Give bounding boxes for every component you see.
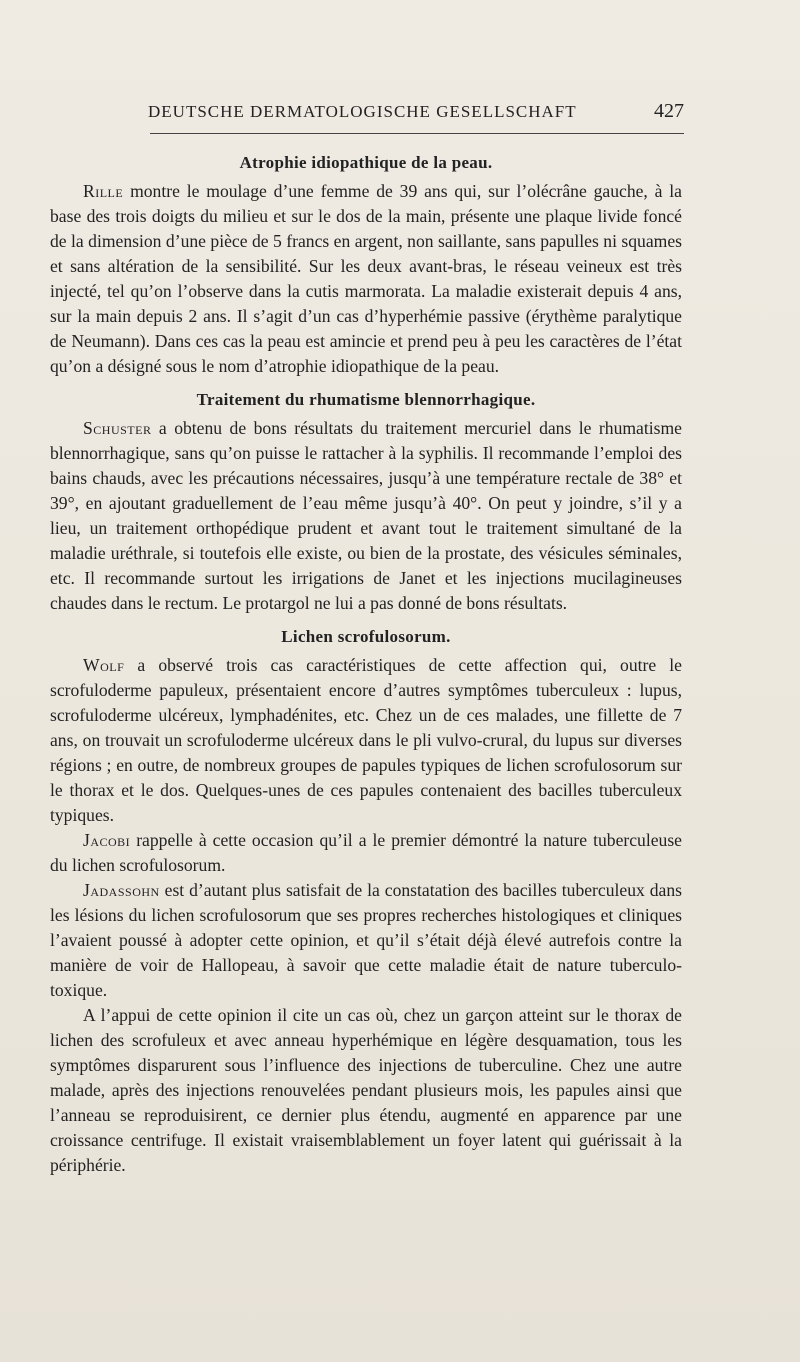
- paragraph-text: est d’autant plus satisfait de la constatation des bacilles tuberculeux dans les lésions du lichen scrofulosorum que ses propres recherches histologiques et cliniques l’avaient poussé à adopter cette opinion, et qu’il s’était déjà élevé autrefois contre la manière de voir de Hallopeau, à savoir que cette maladie était de nature tuberculo-toxique.: [50, 880, 682, 1000]
- paragraph-text: rappelle à cette occasion qu’il a le premier démontré la nature tuberculeuse du lichen scrofulosorum.: [50, 830, 682, 875]
- paragraph-wolf: [50, 653, 682, 828]
- page-number: 427: [654, 100, 684, 122]
- section-heading-lichen: Lichen scrofulosorum.: [281, 627, 451, 646]
- header-rule: [150, 133, 684, 134]
- paragraph-text: a observé trois cas caractéristiques de cette affection qui, outre le scrofuloderme papuleux, présentaient encore d’autres symptômes tuberculeux : lupus, scrofuloderme ulcéreux, lymphadénites, etc. Chez un de ces malades, une fillette de 7 ans, on trouvait un scrofuloderme ulcéreux dans le pli vulvo-crural, du lupus sur diverses régions ; en outre, de nombreux groupes de papules typiques de lichen scrofulosorum sur le thorax et le dos. Quelques-unes de ces papules contenaient des bacilles tuberculeux typiques.: [50, 655, 682, 825]
- author-name: Jacobi: [83, 830, 131, 850]
- running-title: DEUTSCHE DERMATOLOGISCHE GESELLSCHAFT: [148, 102, 577, 121]
- paragraph-text: a obtenu de bons résultats du traitement mercuriel dans le rhumatisme blennorrhagique, sans qu’on puisse le rattacher à la syphilis. Il recommande l’emploi des bains chauds, avec les précautions nécessaires, jusqu’à une température rectale de 38° et 39°, en ajoutant graduellement de l’eau même jusqu’à 40°. On peut y joindre, s’il y a lieu, un traitement orthopédique prudent et avant tout le traitement simultané de la maladie uréthrale, si toutefois elle existe, ou bien de la prostate, des vésicules séminales, etc. Il recommande surtout les irrigations de Janet et les injections mucilagineuses chaudes dans le rectum. Le protargol ne lui a pas donné de bons résultats.: [50, 418, 682, 613]
- author-name: Jadassohn: [83, 880, 160, 900]
- page-body: [50, 150, 682, 1178]
- running-head: [148, 100, 684, 123]
- paragraph-text: montre le moulage d’une femme de 39 ans qui, sur l’olécrâne gauche, à la base des trois doigts du milieu et sur le dos de la main, présente une plaque livide foncé de la dimension d’une pièce de 5 francs en argent, non saillante, sans papulles ni squames et sans altération de la sensibilité. Sur les deux avant-bras, le réseau veineux est très injecté, tel qu’on l’observe dans la cutis marmorata. La maladie existerait depuis 4 ans, sur la main depuis 2 ans. Il s’agit d’un cas d’hyperhémie passive (érythème paralytique de Neumann). Dans ces cas la peau est amincie et prend peu à peu les caractères de l’état qu’on a désigné sous le nom d’atrophie idiopathique de la peau.: [50, 181, 682, 376]
- author-name: Wolf: [83, 655, 125, 675]
- paragraph-schuster: [50, 416, 682, 616]
- paragraph-jacobi: [50, 828, 682, 878]
- section-heading-traitement: Traitement du rhumatisme blennorrhagique.: [196, 390, 536, 409]
- section-heading-atrophie: Atrophie idiopathique de la peau.: [239, 153, 493, 172]
- paragraph-rille: [50, 179, 682, 379]
- author-name: Rille: [83, 181, 124, 201]
- paragraph-jadassohn: [50, 878, 682, 1003]
- paragraph-appui: A l’appui de cette opinion il cite un cas où, chez un garçon atteint sur le thorax de lichen des scrofuleux et avec anneau hyperhémique en légère desquamation, tous les symptômes disparurent sous l’influence des injections de tuberculine. Chez une autre malade, après des injections renouvelées pendant plusieurs mois, les papules ainsi que l’anneau se reproduisirent, ce dernier plus étendu, augmenté en apparence par une croissance centrifuge. Il existait vraisemblablement un foyer latent qui guérissait à la périphérie.: [50, 1005, 682, 1175]
- author-name: Schuster: [83, 418, 152, 438]
